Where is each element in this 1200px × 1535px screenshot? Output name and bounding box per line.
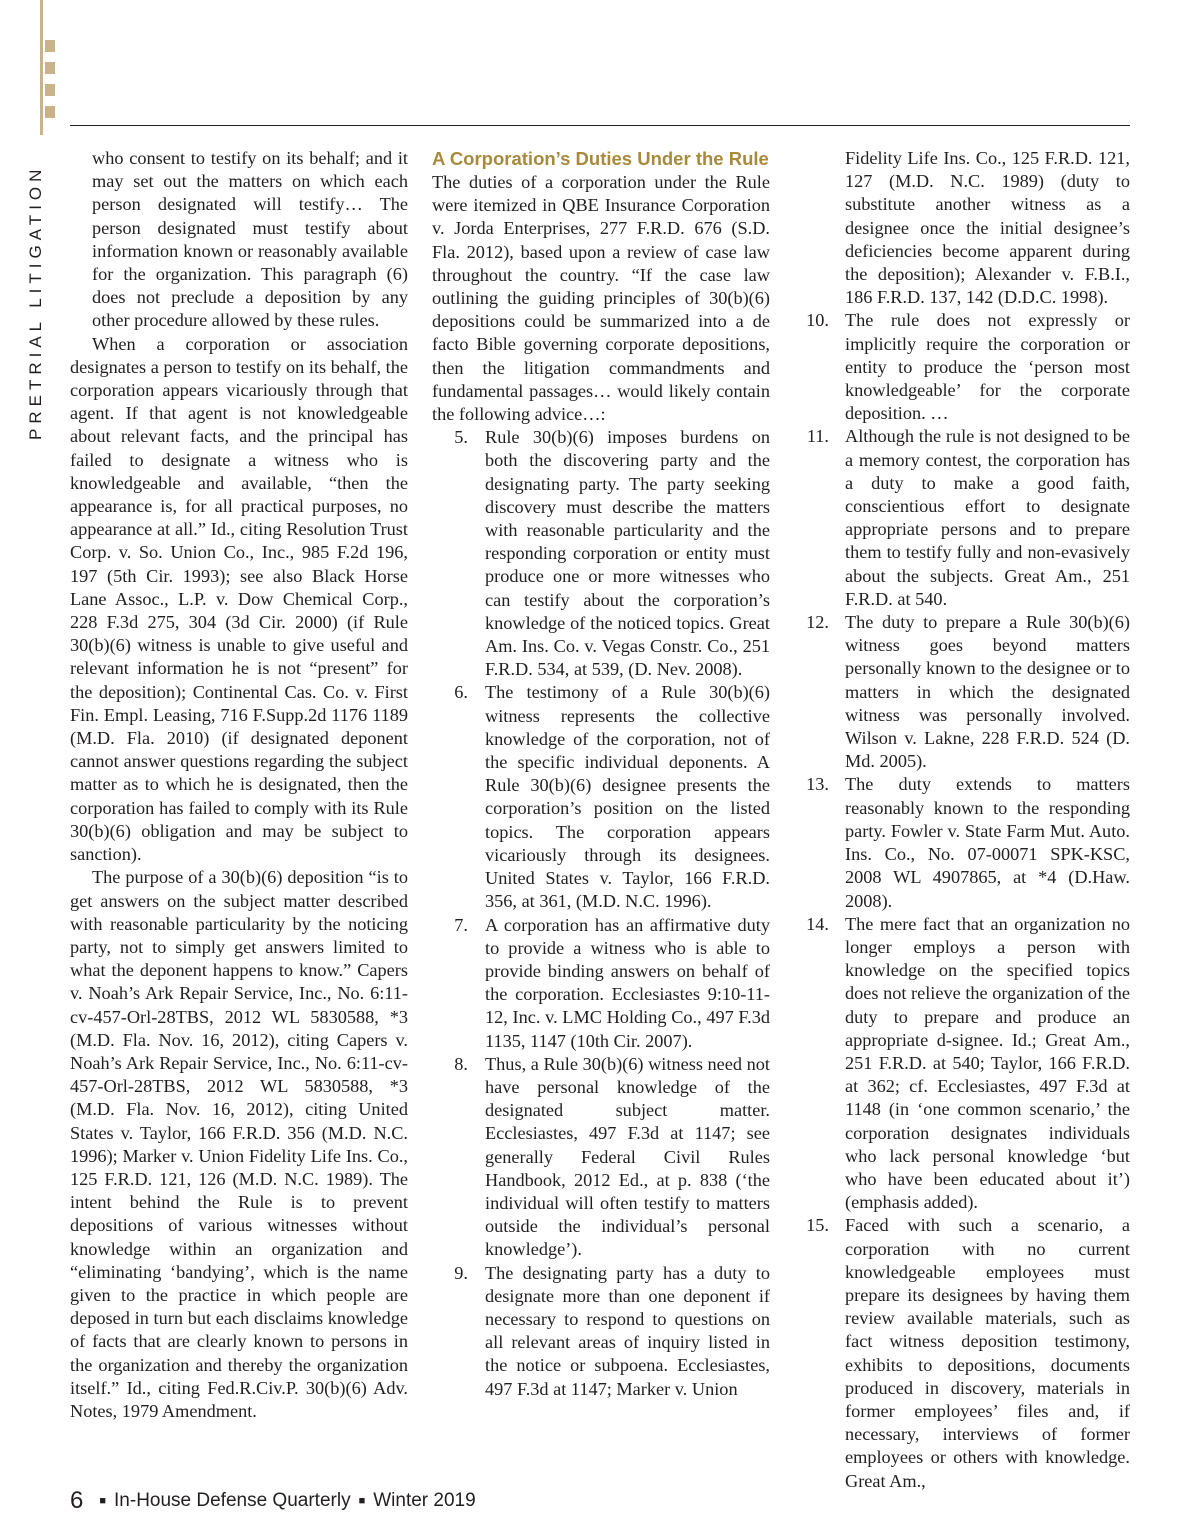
- page-number: 6: [70, 1487, 84, 1514]
- intro-paragraph: The duties of a corporation under the Rule were itemized in QBE Insurance Corporation v. Jorda Enterprises, 277 F.R.D. 676 (S.D. Fla. 2012), based upon a review of case law throughout the country. “If the case law outlining the guiding principles of 30(b)(6) depositions could be summarized into a de facto Bible governing corporate depositions, then the litigation commandments and fundamental passages… would likely contain the following advice…:: [432, 172, 770, 425]
- rail-tick: [45, 84, 55, 96]
- rail-tick: [45, 106, 55, 118]
- list-text: The duty extends to matters reasonably known to the responding party. Fowler v. State Farm Mut. Auto. Ins. Co., No. 07-00071 SPK-KSC, 2008 WL 4907865, at *4 (D.Haw. 2008).: [845, 774, 1130, 911]
- list-number: 11.: [806, 426, 829, 447]
- list-text: Thus, a Rule 30(b)(6) witness need not have personal knowledge of the designated subject matter. Ecclesiastes, 497 F.3d at 1147; see generally Federal Civil Rules Handbook, 2012 Ed., at p. 838 (‘the individual will often testify to matters outside the individual’s personal knowledge’).: [485, 1053, 770, 1260]
- list-item: [793, 913, 1130, 1215]
- issue-label: Winter 2019: [373, 1490, 476, 1511]
- list-text: A corporation has an affirmative duty to provide a witness who is able to provide binding answers on behalf of the corporation. Ecclesiastes 9:10-11-12, Inc. v. LMC Holding Co., 497 F.3d 1135, 1147 (10th Cir. 2007).: [485, 914, 770, 1051]
- list-number: 13.: [806, 774, 829, 795]
- list-number: 5.: [454, 427, 468, 448]
- list-text: Although the rule is not designed to be a memory contest, the corporation has a duty to make a good faith, conscientious effort to designate appropriate persons and to prepare them to testify fully and non-evasively about the subjects. Great Am., 251 F.R.D. at 540.: [845, 426, 1130, 609]
- rail-tick: [45, 40, 55, 52]
- list-item: [793, 1214, 1130, 1492]
- list-continuation: Fidelity Life Ins. Co., 125 F.R.D. 121, 127 (M.D. N.C. 1989) (duty to substitute another witness as a designee once the initial designee’s deficiencies become apparent during the deposition); Alexander v. F.B.I., 186 F.R.D. 137, 142 (D.D.C. 1998).: [845, 148, 1130, 308]
- list-text: Rule 30(b)(6) imposes burdens on both the discovering party and the designating party. The party seeking discovery must describe the matters with reasonable particularity and the responding corporation or entity must produce one or more witnesses who can testify about the corporation’s knowledge of the noticed topics. Great Am. Ins. Co. v. Vegas Constr. Co., 251 F.R.D. 534, at 539, (D. Nev. 2008).: [485, 427, 770, 680]
- list-text: The testimony of a Rule 30(b)(6) witness represents the collective knowledge of the corporation, not of the specific individual deponents. A Rule 30(b)(6) designee presents the corporation’s position on the listed topics. The corporation appears vicariously through its designees. United States v. Taylor, 166 F.R.D. 356, at 361, (M.D. N.C. 1996).: [485, 682, 770, 912]
- list-item: [793, 611, 1130, 773]
- list-item: [432, 426, 770, 681]
- footer-separator: ■: [99, 1495, 107, 1507]
- list-number: 12.: [806, 612, 829, 633]
- rule-quote-paragraph: who consent to testify on its behalf; and it may set out the matters on which each person designated will testify… The person designated must testify about information known or reasonably available for the organization. This paragraph (6) does not preclude a deposition by any other procedure allowed by these rules.: [92, 148, 408, 331]
- duties-list: [432, 426, 770, 1401]
- list-text: The mere fact that an organization no longer employs a person with knowledge on the specified topics does not relieve the organization of the duty to prepare and produce an appropriate d-signee. Id.; Great Am., 251 F.R.D. at 540; Taylor, 166 F.R.D. at 362; cf. Ecclesiastes, 497 F.3d at 1148 (in ‘one common scenario,’ the corporation designates individuals who lack personal knowledge ‘but who have been educated about it’) (emphasis added).: [845, 913, 1130, 1213]
- publication-name: In-House Defense Quarterly: [114, 1490, 351, 1511]
- list-item: [793, 773, 1130, 912]
- list-text: The rule does not expressly or implicitly require the corporation or entity to produce the ‘person most knowledgeable’ for the corporate deposition. …: [845, 310, 1130, 424]
- list-number: 7.: [454, 914, 468, 935]
- rail-tick: [45, 62, 55, 74]
- duties-list-continued: [793, 309, 1130, 1492]
- section-side-label: PRETRIAL LITIGATION: [26, 164, 45, 440]
- page-footer: [70, 1487, 476, 1515]
- list-text: The duty to prepare a Rule 30(b)(6) witness goes beyond matters personally known to the designee or to matters in which the designated witness was personally involved. Wilson v. Lakne, 228 F.R.D. 524 (D. Md. 2005).: [845, 612, 1130, 772]
- footer-separator: ■: [358, 1495, 366, 1507]
- list-item: [432, 914, 770, 1053]
- list-item: [432, 1053, 770, 1262]
- list-number: 15.: [806, 1215, 829, 1236]
- body-paragraph: When a corporation or association designates a person to testify on its behalf, the corporation appears vicariously through that agent. If that agent is not knowledgeable about relevant facts, and the principal has failed to designate a witness who is knowledgeable and available, “then the appearance is, for all practical purposes, no appearance at all.” Id., citing Resolution Trust Corp. v. So. Union Co., Inc., 985 F.2d 196, 197 (5th Cir. 1993); see also Black Horse Lane Assoc., L.P. v. Dow Chemical Corp., 228 F.3d 275, 304 (3d Cir. 2000) (if Rule 30(b)(6) witness is unable to give useful and relevant information he is not “present” for the deposition); Continental Cas. Co. v. First Fin. Empl. Leasing, 716 F.Supp.2d 1176 1189 (M.D. Fla. 2010) (if designated deponent cannot answer questions regarding the subject matter as to which he is designated, then the corporation has failed to comply with its Rule 30(b)(6) obligation and may be subject to sanction).: [70, 333, 408, 865]
- section-heading: A Corporation’s Duties Under the Rule: [432, 148, 769, 169]
- list-item: [793, 309, 1130, 425]
- list-number: 9.: [454, 1262, 468, 1283]
- side-rail-decoration: [40, 0, 61, 135]
- list-item: [432, 1262, 770, 1401]
- body-paragraph: The purpose of a 30(b)(6) deposition “is to get answers on the subject matter described with reasonable particularity by the noticing party, not to simply get answers limited to what the deponent happens to know.” Capers v. Noah’s Ark Repair Service, Inc., No. 6:11-cv-457-Orl-28TBS, 2012 WL 5830588, *3 (M.D. Fla. Nov. 16, 2012), citing Capers v. Noah’s Ark Repair Service, Inc., No. 6:11-cv-457-Orl-28TBS, 2012 WL 5830588, *3 (M.D. Fla. Nov. 16, 2012), citing United States v. Taylor, 166 F.R.D. 356 (M.D. N.C. 1996); Marker v. Union Fidelity Life Ins. Co., 125 F.R.D. 121, 126 (M.D. N.C. 1989). The intent behind the Rule is to prevent depositions of various witnesses without knowledge within an organization and “eliminating ‘bandying’, which is the name given to the practice in which people are deposed in turn but each disclaims knowledge of facts that are clearly known to persons in the organization and thereby the organization itself.” Id., citing Fed.R.Civ.P. 30(b)(6) Adv. Notes, 1979 Amendment.: [70, 867, 408, 1421]
- list-number: 10.: [806, 310, 829, 331]
- top-rule: [70, 125, 1130, 126]
- list-item: [432, 681, 770, 913]
- list-number: 14.: [806, 913, 829, 934]
- column-1: [70, 147, 408, 1423]
- list-number: 6.: [454, 682, 468, 703]
- column-2: [432, 147, 770, 1401]
- list-number: 8.: [454, 1053, 468, 1074]
- list-item: [793, 425, 1130, 611]
- column-3: [793, 147, 1130, 1493]
- list-text: The designating party has a duty to designate more than one deponent if necessary to respond to questions on all relevant areas of inquiry listed in the notice or subpoena. Ecclesiastes, 497 F.3d at 1147; Marker v. Union: [485, 1262, 770, 1399]
- list-text: Faced with such a scenario, a corporation with no current knowledgeable employees must prepare its designees by having them review available materials, such as fact witness deposition testimony, exhibits to depositions, documents produced in discovery, materials in former employees’ files and, if necessary, interviews of former employees or others with knowledge. Great Am.,: [845, 1215, 1130, 1491]
